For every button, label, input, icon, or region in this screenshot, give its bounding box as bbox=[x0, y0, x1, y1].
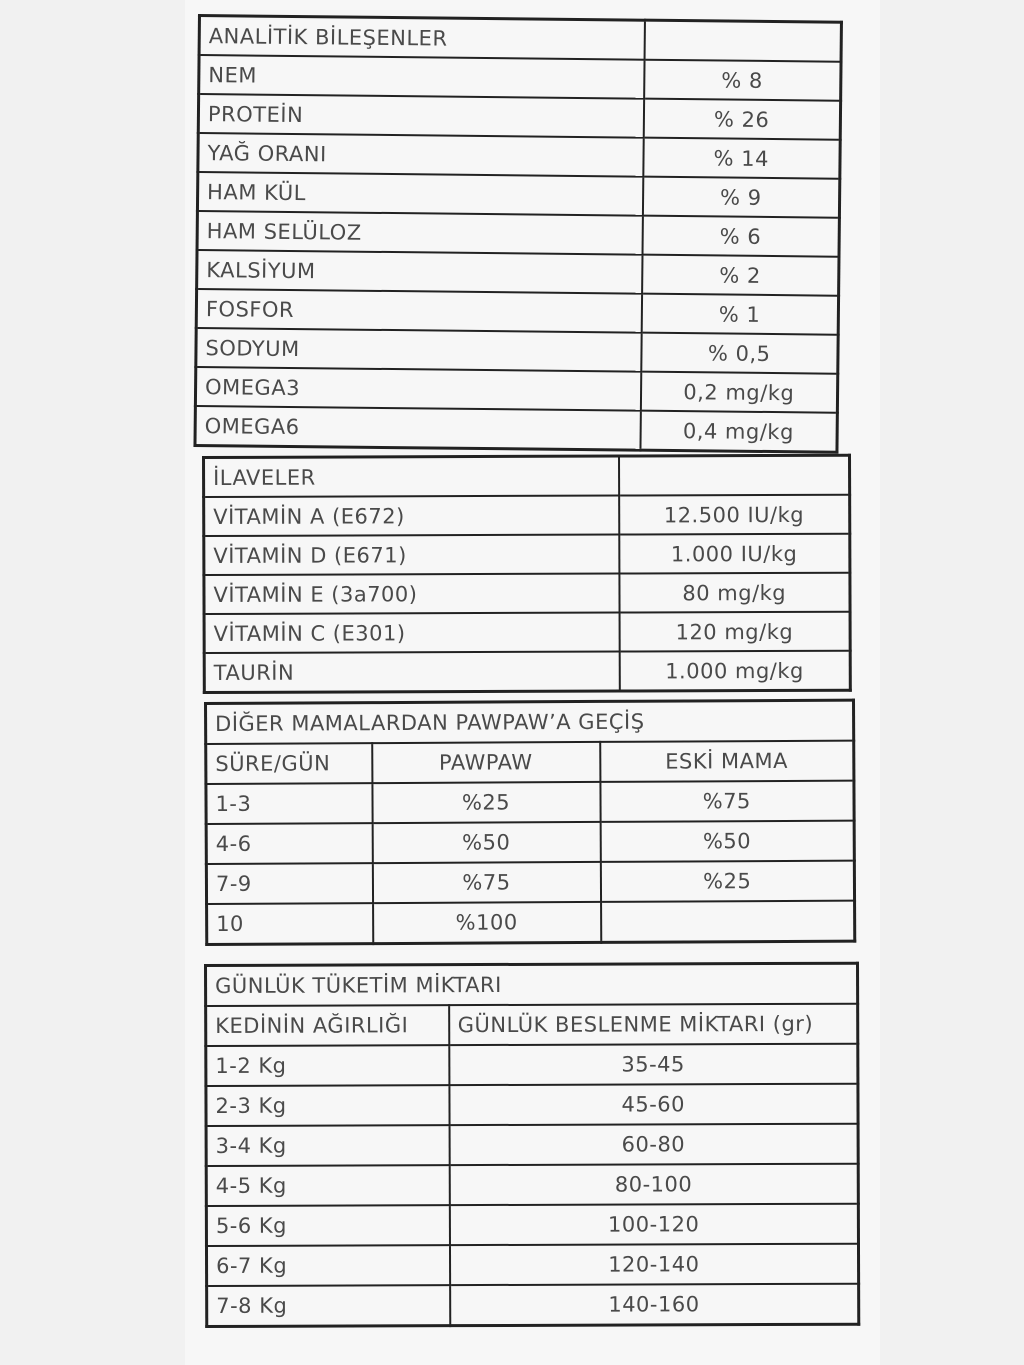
empty-cell bbox=[619, 455, 850, 495]
row-label: KALSİYUM bbox=[197, 250, 642, 294]
table-row bbox=[204, 612, 850, 653]
table-row bbox=[206, 1204, 858, 1246]
column-header: PAWPAW bbox=[372, 742, 600, 783]
row-label: PROTEİN bbox=[198, 94, 643, 138]
table-row bbox=[206, 1124, 858, 1166]
day-cell: 7-9 bbox=[206, 863, 372, 904]
table-header-row bbox=[204, 455, 850, 497]
table-row bbox=[197, 250, 839, 296]
analytical-components-table bbox=[193, 14, 842, 454]
table-row bbox=[206, 781, 854, 824]
pawpaw-cell: %100 bbox=[373, 902, 601, 944]
row-label: NEM bbox=[199, 55, 644, 99]
row-label: VİTAMİN D (E671) bbox=[204, 535, 619, 575]
table-row bbox=[204, 651, 850, 693]
table-row bbox=[195, 406, 837, 452]
row-label: SODYUM bbox=[196, 328, 641, 372]
row-label: HAM KÜL bbox=[197, 172, 642, 216]
row-label: OMEGA6 bbox=[195, 406, 640, 450]
row-value: % 6 bbox=[642, 216, 839, 257]
row-label: VİTAMİN A (E672) bbox=[204, 496, 619, 536]
day-cell: 1-3 bbox=[206, 783, 372, 824]
row-label: OMEGA3 bbox=[195, 367, 640, 411]
table-row bbox=[196, 328, 838, 374]
row-value: % 14 bbox=[643, 138, 840, 179]
table-row bbox=[206, 1084, 858, 1126]
row-value: 1.000 mg/kg bbox=[619, 651, 850, 691]
pawpaw-cell: %50 bbox=[372, 822, 600, 863]
old-food-cell: %50 bbox=[600, 821, 854, 862]
row-value: 1.000 IU/kg bbox=[619, 534, 850, 574]
table-row bbox=[195, 367, 837, 413]
column-header: SÜRE/GÜN bbox=[206, 743, 372, 784]
empty-cell bbox=[644, 20, 841, 62]
table-row bbox=[206, 821, 854, 864]
table-row bbox=[204, 573, 850, 614]
table-row bbox=[196, 289, 838, 335]
additives-title: İLAVELER bbox=[204, 456, 619, 497]
amount-cell: 60-80 bbox=[449, 1124, 858, 1165]
amount-cell: 35-45 bbox=[449, 1044, 858, 1085]
table-row bbox=[206, 1244, 858, 1286]
row-label: YAĞ ORANI bbox=[198, 133, 643, 177]
weight-cell: 7-8 Kg bbox=[207, 1285, 450, 1326]
row-label: VİTAMİN C (E301) bbox=[204, 613, 619, 653]
transition-title: DİĞER MAMALARDAN PAWPAW’A GEÇİŞ bbox=[206, 700, 854, 744]
row-label: TAURİN bbox=[204, 652, 619, 693]
row-value: 120 mg/kg bbox=[619, 612, 850, 652]
day-cell: 4-6 bbox=[206, 823, 372, 864]
old-food-cell: %75 bbox=[600, 781, 854, 822]
column-header: KEDİNİN AĞIRLIĞI bbox=[206, 1005, 449, 1046]
pawpaw-cell: %25 bbox=[372, 782, 600, 823]
amount-cell: 100-120 bbox=[449, 1204, 858, 1245]
row-value: % 26 bbox=[643, 99, 840, 140]
pawpaw-cell: %75 bbox=[372, 862, 600, 903]
column-header: GÜNLÜK BESLENME MİKTARI (gr) bbox=[449, 1004, 858, 1045]
day-cell: 10 bbox=[207, 903, 373, 944]
table-title-row bbox=[206, 963, 858, 1006]
amount-cell: 120-140 bbox=[449, 1244, 858, 1285]
column-header: ESKİ MAMA bbox=[600, 741, 854, 782]
row-value: 80 mg/kg bbox=[619, 573, 850, 613]
table-header-row bbox=[199, 16, 841, 62]
table-row bbox=[198, 133, 840, 179]
daily-consumption-title: GÜNLÜK TÜKETİM MİKTARI bbox=[206, 963, 858, 1006]
table-row bbox=[207, 1284, 859, 1327]
row-value: 0,4 mg/kg bbox=[640, 411, 837, 453]
amount-cell: 140-160 bbox=[450, 1284, 859, 1326]
table-row bbox=[197, 211, 839, 257]
analytical-components-title: ANALİTİK BİLEŞENLER bbox=[199, 16, 644, 60]
table-row bbox=[206, 1044, 858, 1086]
table-row bbox=[206, 1164, 858, 1206]
row-value: % 2 bbox=[642, 255, 839, 296]
daily-consumption-table bbox=[204, 962, 860, 1328]
row-value: % 0,5 bbox=[641, 333, 838, 374]
row-value: 0,2 mg/kg bbox=[640, 372, 837, 413]
weight-cell: 1-2 Kg bbox=[206, 1045, 449, 1086]
old-food-cell bbox=[601, 901, 855, 943]
weight-cell: 3-4 Kg bbox=[206, 1125, 449, 1166]
row-label: VİTAMİN E (3a700) bbox=[204, 574, 619, 614]
row-value: % 9 bbox=[642, 177, 839, 218]
row-label: HAM SELÜLOZ bbox=[197, 211, 642, 255]
table-row bbox=[199, 55, 841, 101]
table-header-row bbox=[206, 1004, 858, 1046]
table-row bbox=[207, 901, 855, 945]
table-row bbox=[197, 172, 839, 218]
weight-cell: 2-3 Kg bbox=[206, 1085, 449, 1126]
row-value: % 1 bbox=[641, 294, 838, 335]
weight-cell: 6-7 Kg bbox=[206, 1245, 449, 1286]
weight-cell: 4-5 Kg bbox=[206, 1165, 449, 1206]
old-food-cell: %25 bbox=[600, 861, 854, 902]
additives-table bbox=[202, 454, 852, 694]
amount-cell: 80-100 bbox=[449, 1164, 858, 1205]
table-row bbox=[206, 861, 854, 904]
row-label: FOSFOR bbox=[196, 289, 641, 333]
row-value: 12.500 IU/kg bbox=[619, 495, 850, 535]
table-header-row bbox=[206, 741, 854, 784]
amount-cell: 45-60 bbox=[449, 1084, 858, 1125]
weight-cell: 5-6 Kg bbox=[206, 1205, 449, 1246]
row-value: % 8 bbox=[644, 60, 841, 101]
table-row bbox=[204, 495, 850, 536]
table-row bbox=[198, 94, 840, 140]
table-title-row bbox=[206, 700, 854, 744]
table-row bbox=[204, 534, 850, 575]
transition-table bbox=[204, 699, 856, 946]
